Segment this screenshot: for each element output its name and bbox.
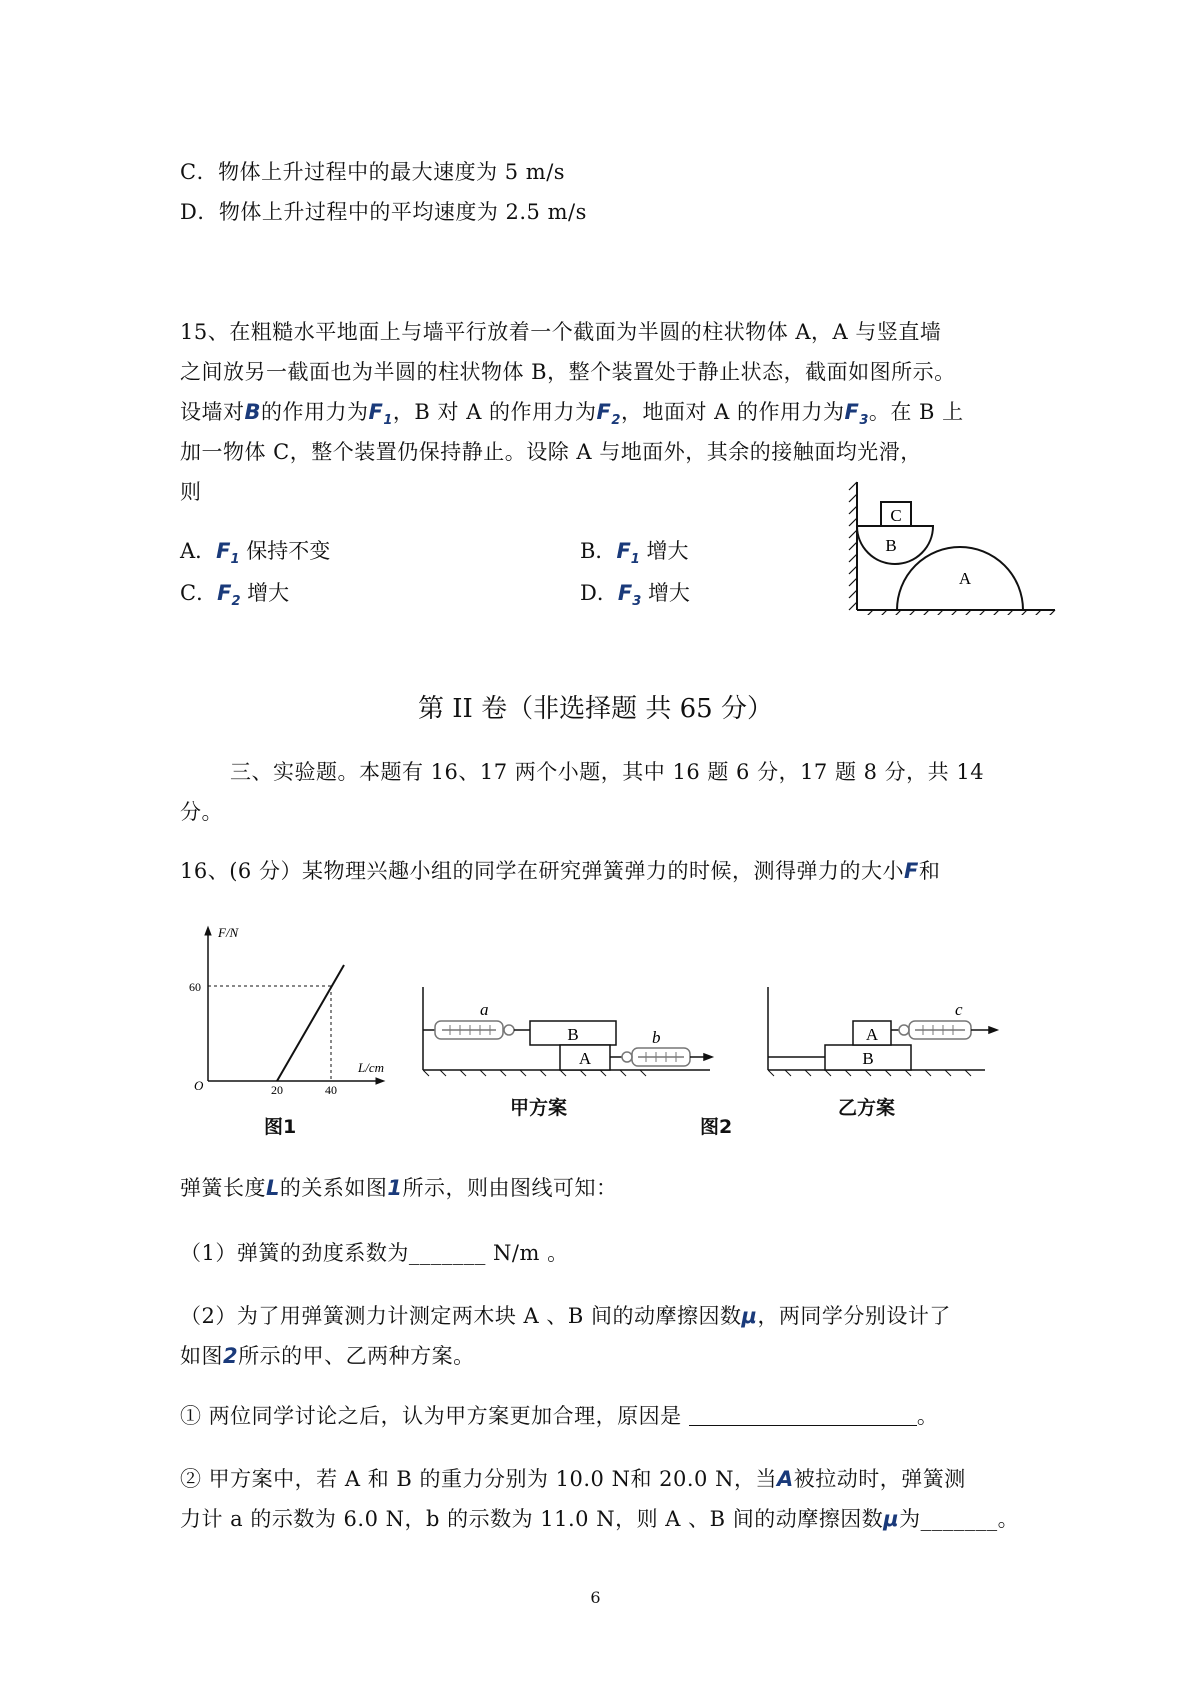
q15-line-4: 加一物体 C，整个装置仍保持静止。设除 A 与地面外，其余的接触面均光滑，: [180, 440, 922, 464]
q16-part-2-line-1: （2）为了用弹簧测力计测定两木块 A 、B 间的动摩擦因数μ，两同学分别设计了: [180, 1304, 951, 1328]
section-3-intro-1: 三、实验题。本题有 16、17 两个小题，其中 16 题 6 分，17 题 8 分，共 14: [230, 760, 985, 784]
var-f1: $F_1$: [368, 400, 393, 429]
fig1-xlabel: L/cm: [358, 1060, 384, 1075]
q16-sub-2-line-2: 力计 a 的示数为 6.0 N，b 的示数为 11.0 N，则 A 、B 间的动摩擦因数μ为_______。: [180, 1507, 1020, 1531]
fig2-caption: 图2: [700, 1116, 733, 1138]
fig1-ytick-60: 60: [189, 980, 201, 994]
q16-figure-2-plan-jia: [420, 985, 720, 1080]
fig2-label-c: c: [955, 1000, 963, 1019]
q16-part-2-line-2: 如图2所示的甲、乙两种方案。: [180, 1344, 475, 1368]
q16-line-1: 16、(6 分）某物理兴趣小组的同学在研究弹簧弹力的时候，测得弹力的大小F和: [180, 859, 941, 883]
q15-option-a: A．$F_1$ 保持不变: [180, 539, 331, 568]
fig1-xtick-40: 40: [325, 1083, 337, 1095]
q15-fig-label-a: A: [958, 569, 972, 588]
q16-line-2: 弹簧长度L的关系如图1所示，则由图线可知：: [180, 1176, 618, 1200]
fig2-jia-block-b: B: [567, 1025, 579, 1044]
fig1-origin: O: [194, 1078, 204, 1093]
fig1-caption: 图1: [264, 1116, 297, 1138]
fig2-label-a: a: [480, 1000, 489, 1019]
q15-option-c: C．$F_2$ 增大: [180, 581, 290, 610]
q14-option-c: C．物体上升过程中的最大速度为 5 m/s: [180, 160, 566, 184]
q14-option-d: D．物体上升过程中的平均速度为 2.5 m/s: [180, 200, 587, 224]
q16-part-1: （1）弹簧的劲度系数为_______ N/m 。: [180, 1241, 569, 1265]
section-2-title: 第 II 卷（非选择题 共 65 分）: [418, 694, 773, 724]
var-b: B: [244, 400, 262, 424]
q15-line-5: 则: [180, 480, 202, 504]
page-number: 6: [590, 1588, 601, 1607]
answer-blank: [689, 1405, 917, 1426]
q15-option-b: B．$F_1$ 增大: [580, 539, 689, 568]
fig2-yi-block-a: A: [865, 1025, 879, 1044]
q15-line-2: 之间放另一截面也为半圆的柱状物体 B，整个装置处于静止状态，截面如图所示。: [180, 360, 956, 384]
fig2-label-b: b: [652, 1028, 661, 1047]
fig1-xtick-20: 20: [271, 1083, 283, 1095]
q15-line-1: 15、在粗糙水平地面上与墙平行放着一个截面为半圆的柱状物体 A，A 与竖直墙: [180, 320, 942, 344]
var-f2: $F_2$: [596, 400, 621, 429]
q16-figure-2-plan-yi: [765, 985, 1025, 1080]
q15-figure: [845, 480, 1060, 615]
fig2-yi-block-b: B: [862, 1049, 874, 1068]
section-3-intro-2: 分。: [180, 800, 223, 824]
q15-option-d: D．$F_3$ 增大: [580, 581, 690, 610]
q15-fig-label-b: B: [885, 536, 897, 555]
q16-figure-1-graph: [180, 925, 390, 1095]
fig2-plan-yi-label: 乙方案: [838, 1097, 896, 1119]
q16-sub-2-line-1: ② 甲方案中，若 A 和 B 的重力分别为 10.0 N和 20.0 N，当A被拉动时，弹簧测: [180, 1467, 966, 1491]
q16-sub-1: ① 两位同学讨论之后，认为甲方案更加合理，原因是 。: [180, 1404, 939, 1428]
fig2-plan-jia-label: 甲方案: [510, 1097, 568, 1119]
q15-line-3: 设墙对B的作用力为$F_1$，B 对 A 的作用力为$F_2$，地面对 A 的作用力为$F_3$。在 B 上: [180, 400, 964, 429]
var-f3: $F_3$: [844, 400, 869, 429]
q15-fig-label-c: C: [890, 506, 902, 525]
fig2-jia-block-a: A: [578, 1049, 592, 1068]
fig1-ylabel: F/N: [218, 925, 239, 940]
